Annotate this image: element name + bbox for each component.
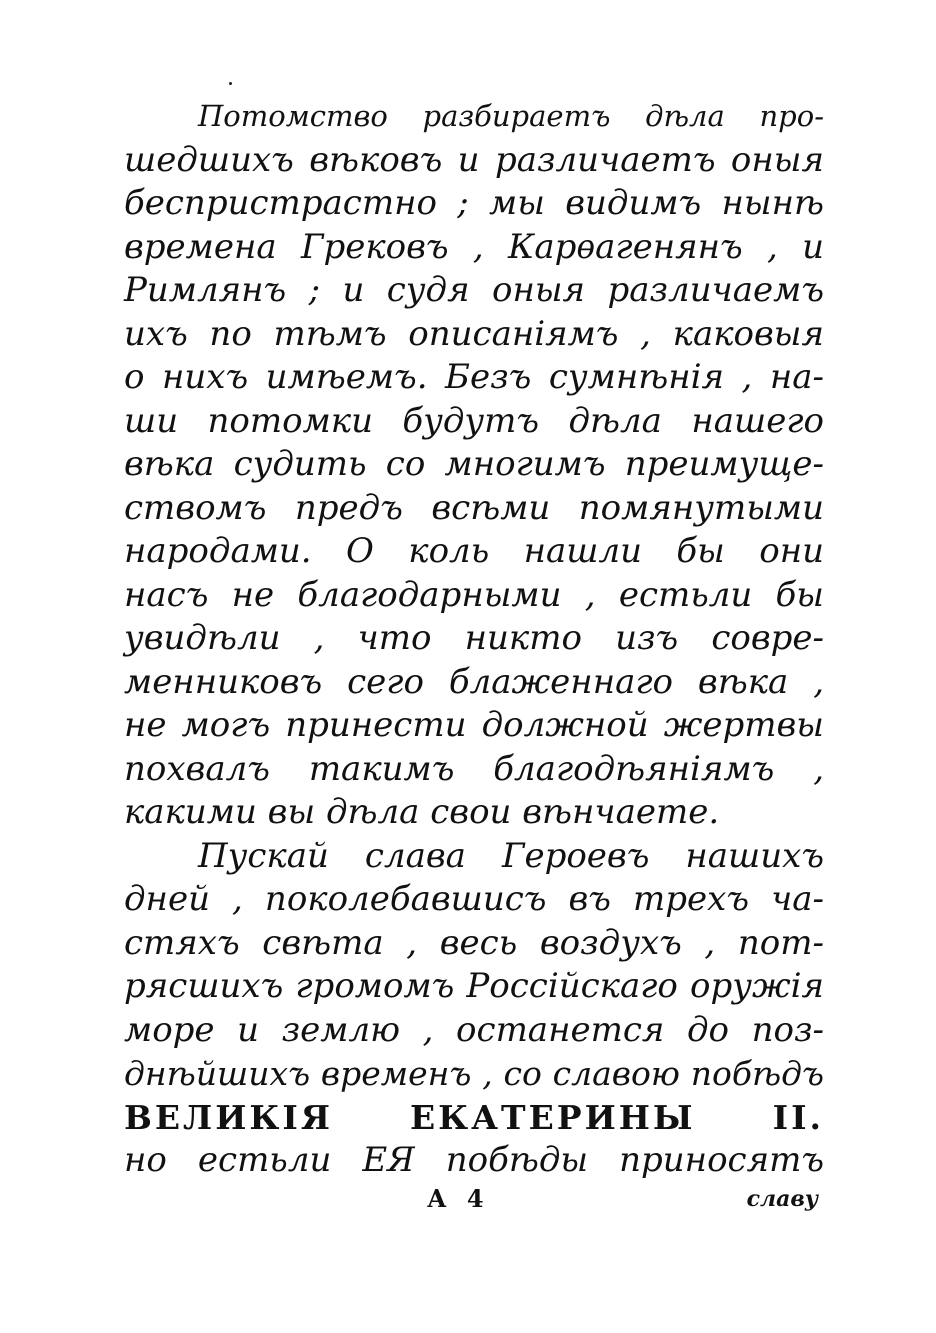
- text-line: вѣка судить со многимъ преимуще-: [124, 444, 824, 484]
- body-text: [124, 95, 824, 1183]
- text-line: шедшихъ вѣковъ и различаетъ оныя: [124, 139, 824, 180]
- empress-name-line: ВЕЛИКIЯ ЕКАТЕРИНЫ II.: [124, 1097, 824, 1137]
- text-line: насъ не благодарными , естьли бы: [124, 574, 824, 615]
- text-line: но естьли ЕЯ побѣды приносятъ: [124, 1140, 824, 1180]
- text-line: беспристрастно ; мы видимъ нынѣ: [124, 183, 824, 223]
- text-line: народами. О коль нашли бы они: [124, 531, 824, 571]
- page-footer: [0, 1184, 936, 1220]
- text-line: стяхъ свѣта , весь воздухъ , пот-: [124, 922, 824, 963]
- ink-speck: [229, 82, 232, 85]
- text-line: Римлянъ ; и судя оныя различаемъ: [124, 270, 824, 310]
- text-line: море и землю , останется до поз-: [124, 1009, 824, 1050]
- catchword: славу: [746, 1186, 818, 1212]
- text-line: о нихъ имѣемъ. Безъ сумнѣнiя , на-: [124, 357, 824, 397]
- text-line: ихъ по тѣмъ описанiямъ , каковыя: [124, 313, 824, 354]
- text-line: какими вы дѣла свои вѣнчаете.: [124, 792, 720, 832]
- signature-mark: А 4: [427, 1184, 490, 1213]
- text-line: времена Грековъ , Карѳагенянъ , и: [124, 226, 824, 267]
- text-line: Потомство разбираетъ дѣла про-: [198, 99, 824, 133]
- text-line: дней , поколебавшисъ въ трехъ ча-: [124, 879, 824, 919]
- text-line: не могъ принести должной жертвы: [124, 705, 824, 745]
- text-line: рясшихъ громомъ Россiйскаго оружiя: [124, 966, 824, 1006]
- text-line: днѣйшихъ временъ , со славою побѣдъ: [124, 1054, 824, 1093]
- text-line: Пускай слава Героевъ нашихъ: [198, 835, 824, 876]
- text-line: ствомъ предъ всѣми помянутыми: [124, 487, 824, 528]
- text-line: похвалъ такимъ благодѣянiямъ ,: [124, 748, 824, 789]
- text-line: менниковъ сего блаженнаго вѣка ,: [124, 661, 824, 702]
- text-line: увидѣли , что никто изъ совре-: [124, 618, 824, 658]
- text-line: ши потомки будутъ дѣла нашего: [124, 400, 824, 441]
